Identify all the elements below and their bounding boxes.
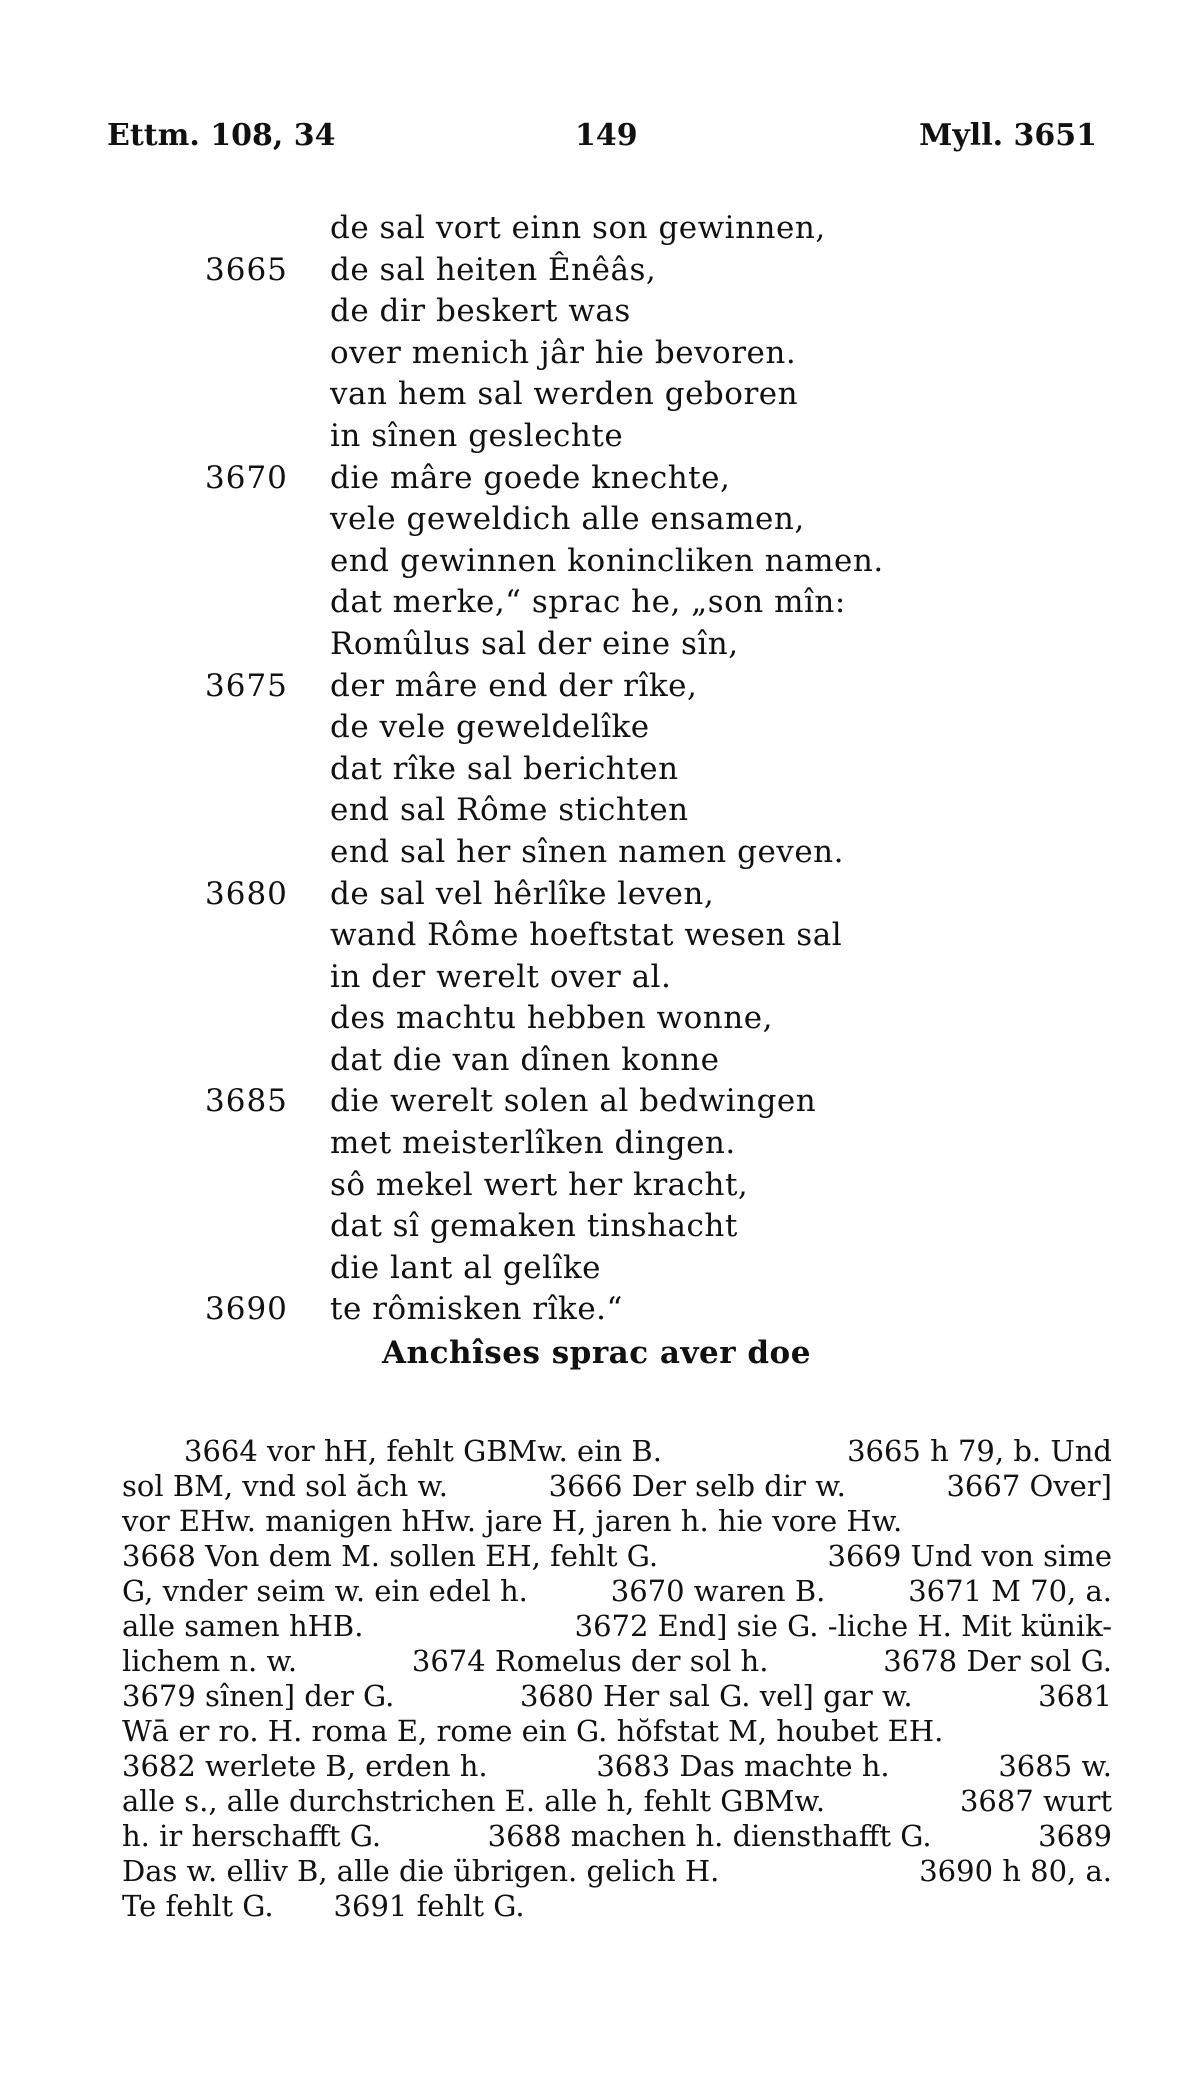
header-right-reference: Myll. 3651 xyxy=(919,118,1097,153)
apparatus-entry: 3689 xyxy=(1038,1819,1112,1853)
verse-line-text: der mâre end der rîke, xyxy=(330,667,698,704)
verse-line xyxy=(0,957,1200,999)
verse-line-text: van hem sal werden geboren xyxy=(330,376,799,413)
apparatus-entry: 3664 vor hH, fehlt GBMw. ein B. xyxy=(184,1434,662,1468)
verse-line xyxy=(0,832,1200,874)
verse-line-text: te rômisken rîke.“ xyxy=(330,1291,623,1328)
apparatus-entry: vor EHw. manigen hHw. jare H, jaren h. hie vore Hw. xyxy=(122,1504,903,1538)
apparatus-entry: h. ir herschafft G. xyxy=(122,1819,382,1853)
verse-text xyxy=(0,208,1200,1375)
verse-line xyxy=(0,1165,1200,1207)
apparatus-entry: alle s., alle durchstrichen E. alle h, fehlt GBMw. xyxy=(122,1784,826,1818)
apparatus-entry: 3670 waren B. xyxy=(610,1574,826,1608)
apparatus-entry: 3666 Der selb dir w. xyxy=(548,1469,846,1503)
verse-line xyxy=(0,666,1200,708)
verse-line xyxy=(0,1123,1200,1165)
verse-line xyxy=(0,374,1200,416)
verse-line-text: over menich jâr hie bevoren. xyxy=(330,334,797,371)
apparatus-entry: 3680 Her sal G. vel] gar w. xyxy=(519,1679,913,1713)
line-number: 3685 xyxy=(205,1083,288,1120)
page-number: 149 xyxy=(575,118,638,153)
apparatus-entry: 3668 Von dem M. sollen EH, fehlt G. xyxy=(122,1539,659,1573)
verse-line xyxy=(0,541,1200,583)
apparatus-line xyxy=(122,1854,1112,1889)
apparatus-line xyxy=(122,1714,1112,1749)
apparatus-entry: 3681 xyxy=(1038,1679,1112,1713)
apparatus-entry: 3687 wurt xyxy=(959,1784,1112,1818)
verse-line xyxy=(0,749,1200,791)
apparatus-entry: 3690 h 80, a. xyxy=(919,1854,1112,1888)
verse-line-text: die lant al gelîke xyxy=(330,1249,602,1286)
line-number: 3675 xyxy=(205,667,288,704)
apparatus-entry: Wā er ro. H. roma E, rome ein G. hŏfstat M, houbet EH. xyxy=(122,1714,944,1748)
apparatus-line xyxy=(122,1469,1112,1504)
verse-line-text: wand Rôme hoeftstat wesen sal xyxy=(330,917,843,954)
apparatus-line xyxy=(122,1434,1112,1469)
verse-line xyxy=(0,458,1200,500)
apparatus-entry: 3688 machen h. diensthafft G. xyxy=(487,1819,932,1853)
apparatus-entry: Das w. elliv B, alle die übrigen. gelich H. xyxy=(122,1854,720,1888)
verse-line xyxy=(0,208,1200,250)
verse-line xyxy=(0,291,1200,333)
verse-line-text: de vele geweldelîke xyxy=(330,709,650,746)
verse-line-text: de sal vort einn son gewinnen, xyxy=(330,210,826,246)
verse-line xyxy=(0,582,1200,624)
verse-line-text: dat die van dînen konne xyxy=(330,1041,720,1078)
page-header xyxy=(107,118,1097,158)
apparatus-entry: 3671 M 70, a. xyxy=(908,1574,1112,1608)
verse-line-text: dat sî gemaken tinshacht xyxy=(330,1208,738,1245)
apparatus-line xyxy=(122,1609,1112,1644)
verse-line xyxy=(0,790,1200,832)
verse-line xyxy=(0,1081,1200,1123)
line-number: 3690 xyxy=(205,1291,288,1328)
line-number: 3680 xyxy=(205,875,288,912)
line-number: 3670 xyxy=(205,459,288,496)
apparatus-entry: Te fehlt G. xyxy=(122,1889,274,1923)
apparatus-entry: alle samen hHB. xyxy=(122,1609,364,1643)
apparatus-entry: 3674 Romelus der sol h. xyxy=(411,1644,769,1678)
verse-line-text: vele geweldich alle ensamen, xyxy=(330,501,805,538)
apparatus-line xyxy=(122,1819,1112,1854)
verse-line-text: de dir beskert was xyxy=(330,293,631,330)
apparatus-line xyxy=(122,1644,1112,1679)
apparatus-line xyxy=(122,1574,1112,1609)
apparatus-entry: 3679 sînen] der G. xyxy=(122,1679,395,1713)
verse-line-text: in der werelt over al. xyxy=(330,958,672,995)
apparatus-line xyxy=(122,1784,1112,1819)
verse-line xyxy=(0,1206,1200,1248)
verse-line-text: die werelt solen al bedwingen xyxy=(330,1083,817,1120)
verse-line-text: in sînen geslechte xyxy=(330,417,624,454)
apparatus-line xyxy=(122,1504,1112,1539)
verse-line-text: des machtu hebben wonne, xyxy=(330,1000,773,1037)
verse-line-text: de sal heiten Ênêâs, xyxy=(330,251,657,288)
verse-line xyxy=(0,333,1200,375)
verse-line xyxy=(0,998,1200,1040)
line-number: 3665 xyxy=(205,251,288,288)
apparatus-line xyxy=(122,1749,1112,1784)
verse-line-text: de sal vel hêrlîke leven, xyxy=(330,875,715,912)
apparatus-entry: lichem n. w. xyxy=(122,1644,298,1678)
verse-line xyxy=(0,1040,1200,1082)
apparatus-entry: 3691 fehlt G. xyxy=(333,1889,525,1923)
verse-line-text: end sal her sînen namen geven. xyxy=(330,833,844,870)
apparatus-line xyxy=(122,1539,1112,1574)
verse-line xyxy=(0,250,1200,292)
apparatus-entry: sol BM, vnd sol ăch w. xyxy=(122,1469,448,1503)
apparatus-entry: 3667 Over] xyxy=(946,1469,1112,1503)
critical-apparatus xyxy=(122,1434,1112,1924)
apparatus-entry: 3683 Das machte h. xyxy=(596,1749,890,1783)
verse-line-text: die mâre goede knechte, xyxy=(330,459,731,496)
apparatus-entry: G, vnder seim w. ein edel h. xyxy=(122,1574,528,1608)
apparatus-entry: 3672 End] sie G. -liche H. Mit künik- xyxy=(574,1609,1112,1643)
verse-line-text: sô mekel wert her kracht, xyxy=(330,1166,749,1203)
verse-line xyxy=(0,624,1200,666)
verse-line xyxy=(0,499,1200,541)
apparatus-entry: 3665 h 79, b. Und xyxy=(847,1434,1112,1468)
verse-line xyxy=(0,707,1200,749)
verse-line-text: end gewinnen konincliken namen. xyxy=(330,542,884,579)
apparatus-line xyxy=(122,1679,1112,1714)
verse-line-text: dat rîke sal berichten xyxy=(330,750,679,787)
verse-line-text: Romûlus sal der eine sîn, xyxy=(330,625,739,662)
apparatus-entry: 3682 werlete B, erden h. xyxy=(122,1749,488,1783)
apparatus-line xyxy=(122,1889,1112,1924)
verse-line-text: dat merke,“ sprac he, „son mîn: xyxy=(330,584,846,621)
header-left-reference: Ettm. 108, 34 xyxy=(107,118,336,153)
verse-line-text: met meisterlîken dingen. xyxy=(330,1125,736,1162)
verse-line xyxy=(0,1289,1200,1331)
verse-line xyxy=(0,915,1200,957)
apparatus-entry: 3669 Und von sime xyxy=(827,1539,1112,1573)
apparatus-entry: 3685 w. xyxy=(998,1749,1112,1783)
apparatus-entry: 3678 Der sol G. xyxy=(883,1644,1112,1678)
verse-line xyxy=(0,416,1200,458)
stage-direction xyxy=(0,1331,1200,1375)
verse-line xyxy=(0,1248,1200,1290)
verse-line xyxy=(0,874,1200,916)
stage-direction-text: Anchîses sprac aver doe xyxy=(382,1335,811,1372)
verse-line-text: end sal Rôme stichten xyxy=(330,792,689,829)
